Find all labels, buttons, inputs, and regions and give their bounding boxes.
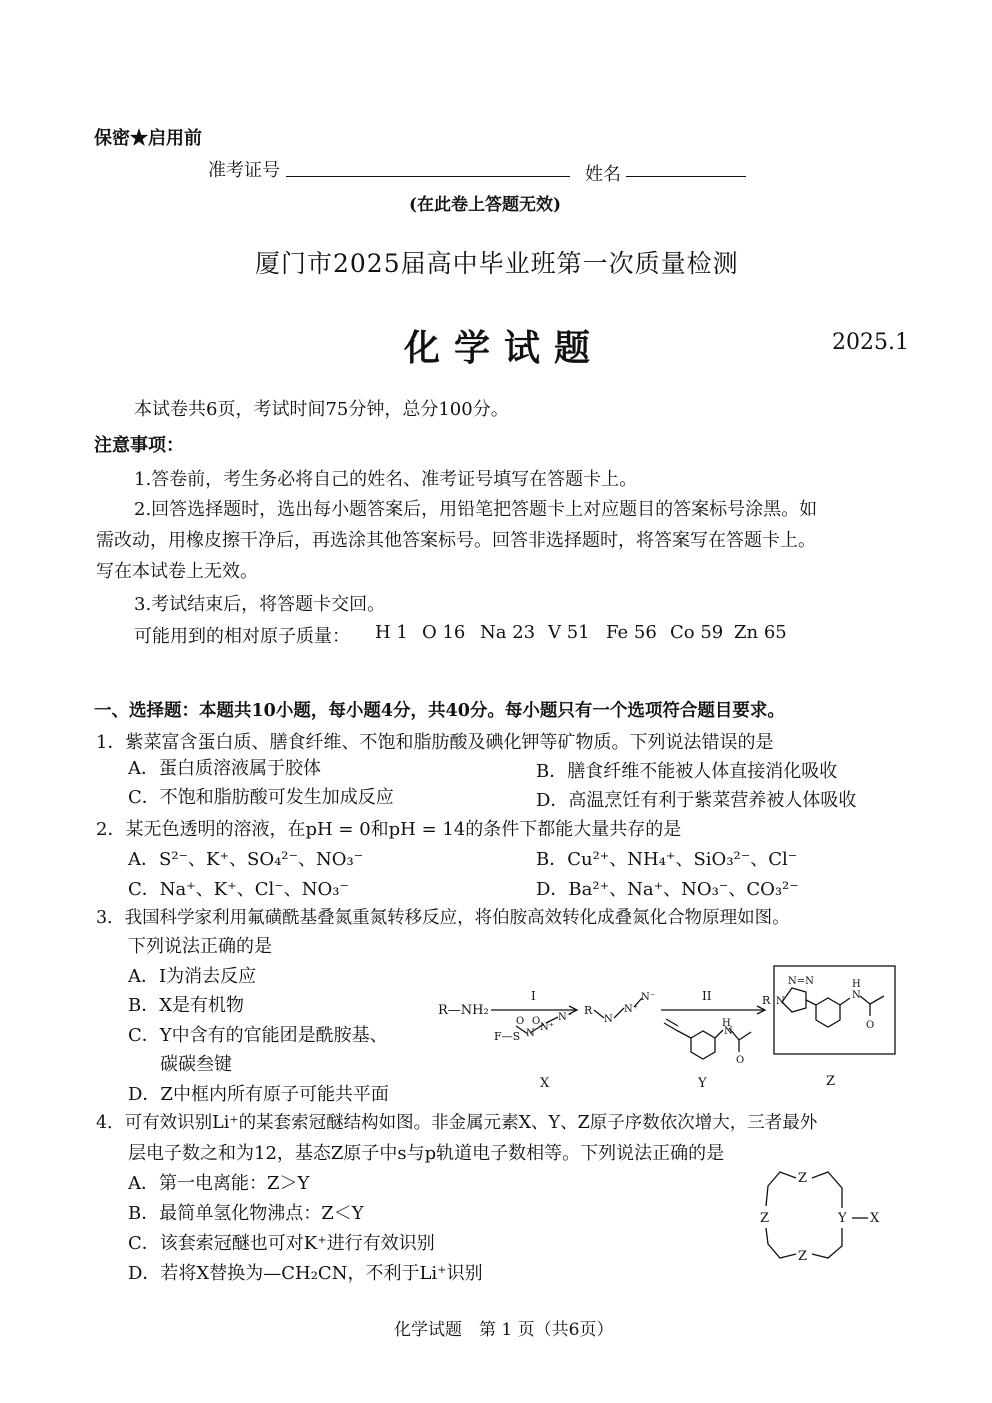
crown-ether-structure — [750, 1160, 890, 1270]
question-1-option-b: B．膳食纤维不能被人体直接消化吸收 — [536, 761, 838, 782]
atomic-masses-label: 可能用到的相对原子质量： — [134, 626, 350, 647]
notice-item: 2.回答选择题时，选出每小题答案后，用铅笔把答题卡上对应题目的答案标号涂黑。如 — [134, 499, 818, 520]
svg-text:N: N — [776, 996, 785, 1007]
subject-title: 化学试题 — [404, 327, 605, 369]
question-2-option-c: C．Na⁺、K⁺、Cl⁻、NO₃⁻ — [128, 879, 349, 900]
svg-text:R: R — [762, 994, 771, 1007]
svg-text:Z: Z — [760, 1211, 770, 1226]
notice-heading: 注意事项： — [94, 435, 184, 456]
exam-id-field[interactable] — [286, 176, 570, 177]
svg-text:N: N — [604, 1014, 613, 1025]
question-3-option-a: A．I为消去反应 — [128, 966, 257, 987]
atomic-mass: Fe 56 — [606, 622, 657, 643]
atomic-mass: V 51 — [548, 622, 590, 643]
svg-text:R: R — [584, 1004, 593, 1017]
question-4-option-b: B．最简单氢化物沸点：Z＜Y — [128, 1203, 364, 1224]
svg-text:N=N: N=N — [788, 976, 814, 987]
answer-invalid-note: (在此卷上答题无效) — [409, 195, 562, 215]
svg-text:Y: Y — [838, 1211, 847, 1226]
step-1-label: I — [531, 989, 536, 1003]
question-3-option-c-cont: 碳碳叁键 — [160, 1054, 232, 1075]
svg-text:N⁺: N⁺ — [540, 1022, 555, 1033]
svg-text:Z: Z — [798, 1249, 808, 1264]
section-heading: 一、选择题：本题共10小题，每小题4分，共40分。每小题只有一个选项符合题目要求。 — [94, 701, 785, 721]
question-4-option-d: D．若将X替换为—CH₂CN，不利于Li⁺识别 — [128, 1263, 483, 1284]
notice-item: 1.答卷前，考生务必将自己的姓名、准考证号填写在答题卡上。 — [134, 469, 638, 490]
question-1-option-c: C．不饱和脂肪酸可发生加成反应 — [128, 787, 394, 808]
question-3-stem: 3．我国科学家利用氟磺酰基叠氮重氮转移反应，将伯胺高效转化成叠氮化合物原理如图。 — [96, 908, 790, 928]
compound-y-label: Y — [698, 1076, 707, 1091]
question-3-option-d: D．Z中框内所有原子可能共平面 — [128, 1084, 389, 1105]
atomic-mass: Na 23 — [480, 622, 536, 643]
question-1-stem: 1．紫菜富含蛋白质、膳食纤维、不饱和脂肪酸及碘化钾等矿物质。下列说法错误的是 — [96, 732, 774, 753]
svg-text:H: H — [852, 979, 861, 990]
exam-id-label: 准考证号 — [208, 160, 280, 181]
svg-text:N: N — [852, 990, 861, 1001]
svg-text:X: X — [870, 1211, 880, 1226]
svg-text:N: N — [724, 1026, 733, 1037]
question-2-option-b: B．Cu²⁺、NH₄⁺、SiO₃²⁻、Cl⁻ — [536, 849, 798, 870]
reaction-scheme — [436, 960, 896, 1095]
question-4-option-a: A．第一电离能：Z＞Y — [128, 1173, 310, 1194]
svg-text:O: O — [866, 1020, 875, 1031]
question-1-option-d: D．高温烹饪有利于紫菜营养被人体吸收 — [536, 790, 857, 811]
svg-text:N: N — [526, 1028, 535, 1039]
notice-item: 需改动，用橡皮擦干净后，再选涂其他答案标号。回答非选择题时，将答案写在答题卡上。 — [96, 530, 816, 551]
atomic-mass: Co 59 — [670, 622, 724, 643]
notice-item: 3.考试结束后，将答题卡交回。 — [134, 594, 386, 615]
question-4-stem: 4．可有效识别Li⁺的某套索冠醚结构如图。非金属元素X、Y、Z原子序数依次增大，三者最外 — [96, 1113, 818, 1133]
svg-text:N⁻: N⁻ — [558, 1012, 573, 1023]
question-4-option-c: C．该套索冠醚也可对K⁺进行有效识别 — [128, 1233, 435, 1254]
svg-text:O: O — [516, 1016, 525, 1027]
atomic-mass: H 1 — [375, 622, 408, 643]
exam-intro: 本试卷共6页，考试时间75分钟，总分100分。 — [134, 399, 509, 420]
confidential-mark: 保密★启用前 — [94, 128, 202, 149]
compound-x-label: X — [540, 1076, 550, 1091]
svg-text:Z: Z — [798, 1171, 808, 1186]
question-2-stem: 2．某无色透明的溶液，在pH = 0和pH = 14的条件下都能大量共存的是 — [96, 819, 682, 840]
svg-text:H: H — [722, 1018, 731, 1029]
question-3-option-b: B．X是有机物 — [128, 995, 245, 1016]
svg-text:F—S: F—S — [494, 1030, 521, 1043]
name-label: 姓名 — [585, 164, 621, 185]
question-1-option-a: A．蛋白质溶液属于胶体 — [128, 758, 321, 779]
atomic-mass: Zn 65 — [734, 622, 787, 643]
question-2-option-d: D．Ba²⁺、Na⁺、NO₃⁻、CO₃²⁻ — [536, 879, 799, 900]
notice-item: 写在本试卷上无效。 — [96, 561, 258, 582]
atomic-mass: O 16 — [422, 622, 466, 643]
question-3-option-c: C．Y中含有的官能团是酰胺基、 — [128, 1025, 388, 1046]
reactant-formula: R—NH₂ — [438, 1003, 489, 1018]
question-2-option-a: A．S²⁻、K⁺、SO₄²⁻、NO₃⁻ — [128, 849, 364, 870]
svg-text:O: O — [736, 1055, 745, 1066]
step-2-label: II — [702, 989, 712, 1003]
question-3-stem-cont: 下列说法正确的是 — [128, 936, 272, 957]
svg-text:N⁺: N⁺ — [624, 1004, 639, 1015]
name-field[interactable] — [626, 176, 746, 177]
compound-z-label: Z — [826, 1074, 836, 1089]
exam-date: 2025.1 — [832, 330, 909, 355]
exam-title: 厦门市2025届高中毕业班第一次质量检测 — [255, 249, 739, 278]
svg-text:N⁻: N⁻ — [641, 992, 656, 1003]
question-4-stem-cont: 层电子数之和为12，基态Z原子中s与p轨道电子数相等。下列说法正确的是 — [128, 1143, 725, 1164]
page-footer: 化学试题 第 1 页（共6页） — [394, 1320, 614, 1340]
svg-text:O: O — [532, 1016, 541, 1027]
